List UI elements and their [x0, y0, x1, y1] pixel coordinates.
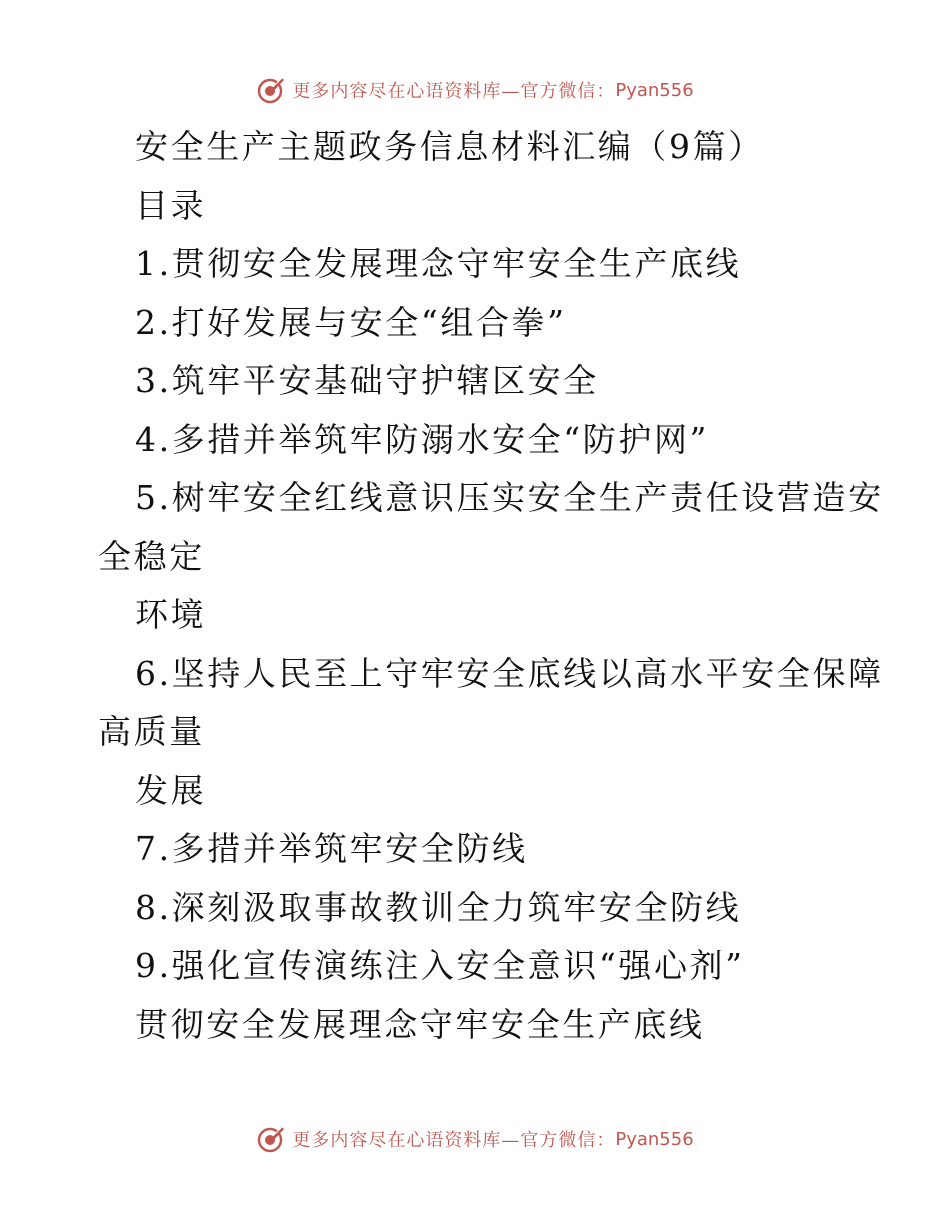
toc-item: 5.树牢安全红线意识压实安全生产责任设营造安	[135, 478, 884, 517]
toc-item: 8.深刻汲取事故教训全力筑牢安全防线	[135, 887, 742, 927]
toc-item: 4.多措并举筑牢防溺水安全“防护网”	[135, 419, 710, 459]
toc-item: 2.打好发展与安全“组合拳”	[135, 302, 567, 342]
document-body	[98, 118, 884, 1054]
watermark-wechat-id: Pyan556	[615, 79, 694, 101]
toc-item: 7.多措并举筑牢安全防线	[135, 829, 528, 868]
toc-item-continuation: 发展	[135, 770, 207, 810]
quill-logo-icon	[256, 75, 286, 105]
toc-item-continuation: 全稳定	[98, 536, 205, 576]
watermark-footer	[0, 1121, 950, 1157]
toc-item-continuation: 环境	[135, 595, 207, 634]
watermark-text: 更多内容尽在心语资料库—官方微信：	[292, 1130, 616, 1151]
toc-item: 1.贯彻安全发展理念守牢安全生产底线	[135, 244, 742, 283]
document-title: 安全生产主题政务信息材料汇编（9篇）	[135, 127, 764, 166]
quill-logo-icon	[256, 1124, 286, 1154]
watermark-text: 更多内容尽在心语资料库—官方微信：	[292, 81, 616, 102]
toc-heading: 目录	[135, 185, 207, 225]
toc-item: 6.坚持人民至上守牢安全底线以高水平安全保障	[135, 653, 884, 693]
watermark-wechat-id: Pyan556	[615, 1128, 694, 1150]
toc-item-continuation: 高质量	[98, 712, 205, 751]
watermark-header	[0, 72, 950, 108]
toc-item: 3.筑牢平安基础守护辖区安全	[135, 361, 599, 400]
section-heading: 贯彻安全发展理念守牢安全生产底线	[135, 1004, 705, 1044]
toc-item: 9.强化宣传演练注入安全意识“强心剂”	[135, 946, 745, 985]
